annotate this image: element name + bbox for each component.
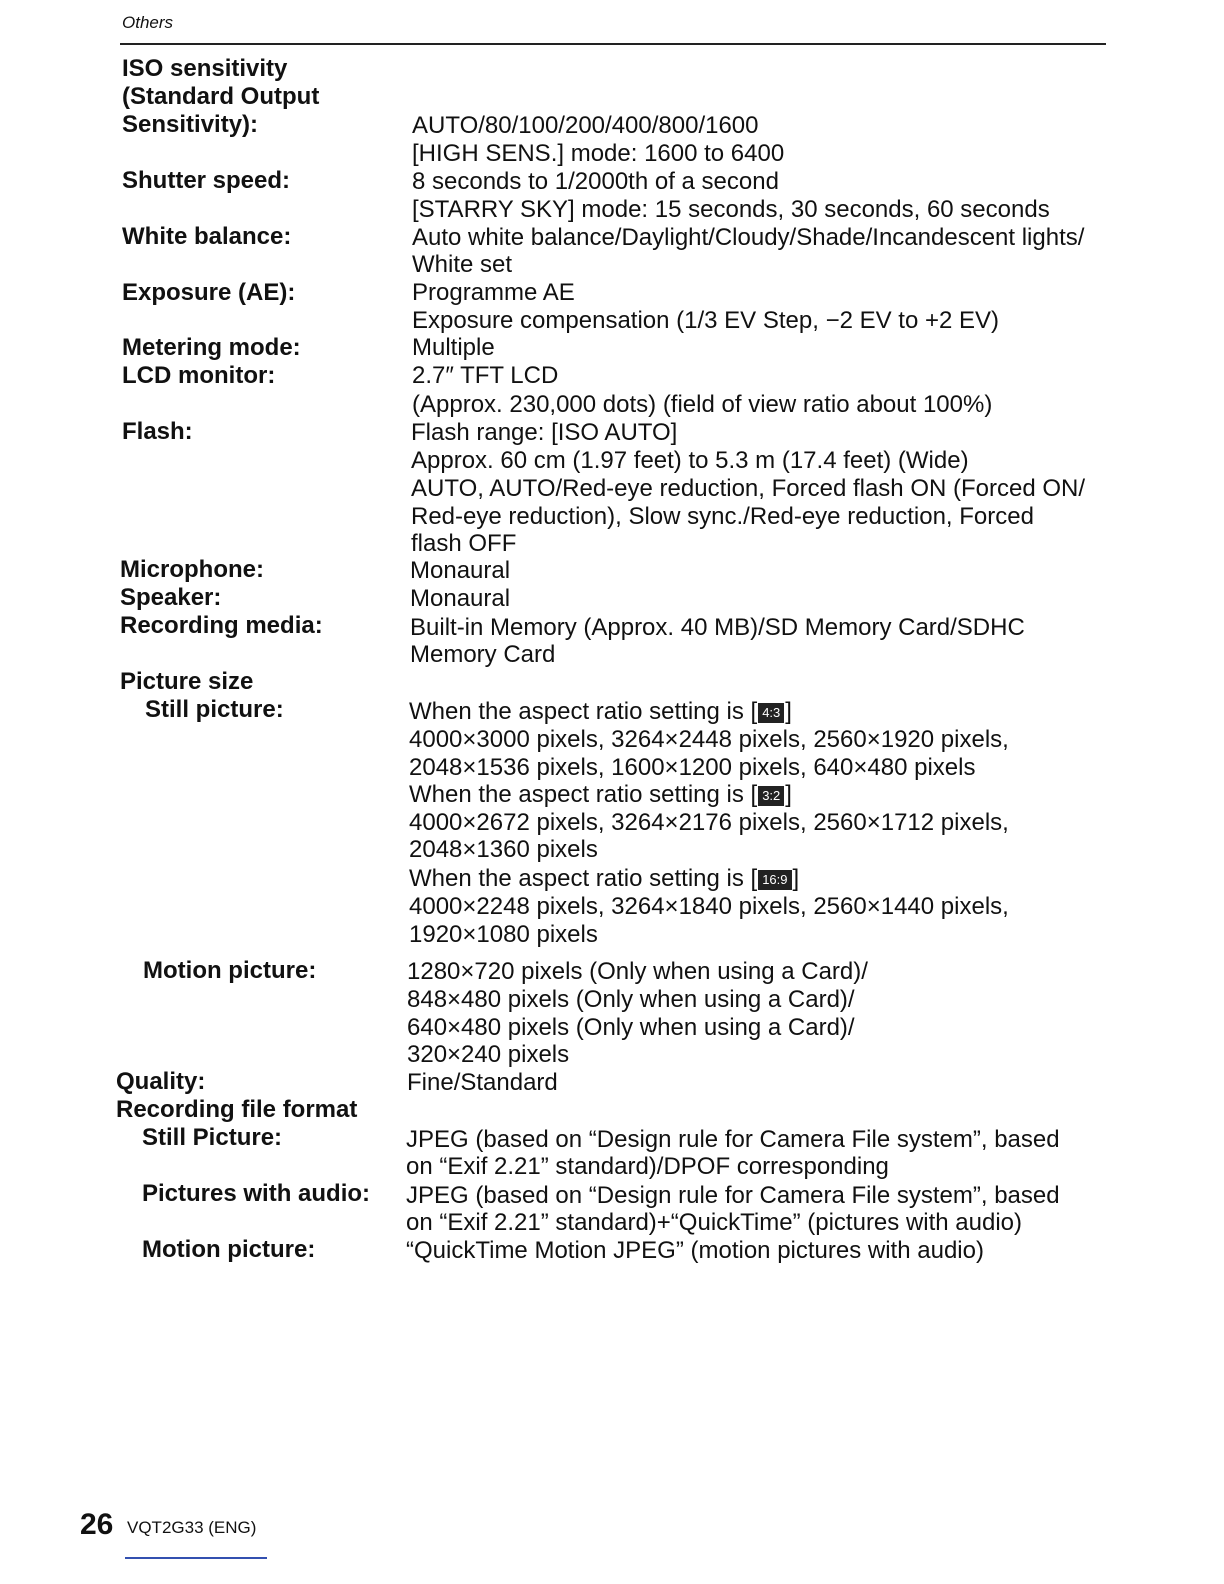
flash-value-3: AUTO, AUTO/Red-eye reduction, Forced flash ON (Forced ON/	[411, 475, 1086, 502]
wb-label: White balance:	[122, 223, 292, 250]
media-label: Recording media:	[120, 612, 323, 639]
motion-size-4: 320×240 pixels	[407, 1041, 570, 1068]
lcd-label: LCD monitor:	[122, 362, 276, 389]
format-motion-1: “QuickTime Motion JPEG” (motion pictures with audio)	[406, 1237, 984, 1264]
flash-value-4: Red-eye reduction), Slow sync./Red-eye reduction, Forced	[411, 503, 1034, 530]
iso-label-1: ISO sensitivity	[122, 55, 288, 82]
footer-rule	[125, 1557, 267, 1559]
flash-label: Flash:	[122, 418, 193, 445]
iso-value-1: AUTO/80/100/200/400/800/1600	[412, 112, 759, 139]
aspect-169-icon: 16:9	[758, 870, 791, 890]
exposure-label: Exposure (AE):	[122, 279, 296, 306]
exposure-value-2: Exposure compensation (1/3 EV Step, −2 EV to +2 EV)	[412, 307, 1000, 334]
sizes-169-2: 1920×1080 pixels	[409, 921, 598, 948]
iso-label-3: Sensitivity):	[122, 111, 259, 138]
shutter-value-2: [STARRY SKY] mode: 15 seconds, 30 seconds, 60 seconds	[412, 196, 1050, 223]
exposure-value-1: Programme AE	[412, 279, 575, 306]
mic-value: Monaural	[410, 557, 511, 584]
lcd-value-1: 2.7″ TFT LCD	[412, 362, 559, 389]
shutter-value-1: 8 seconds to 1/2000th of a second	[412, 168, 779, 195]
motion-size-1: 1280×720 pixels (Only when using a Card)/	[407, 958, 868, 985]
format-label: Recording file format	[116, 1096, 358, 1123]
aspect-32-line: When the aspect ratio setting is [ 3:2 ]	[409, 781, 792, 808]
flash-value-5: flash OFF	[411, 530, 517, 557]
metering-label: Metering mode:	[122, 334, 301, 361]
page-number: 26	[80, 1508, 114, 1541]
aspect-43-icon: 4:3	[758, 703, 784, 723]
quality-label: Quality:	[116, 1068, 206, 1095]
format-audio-label: Pictures with audio:	[142, 1180, 371, 1207]
motion-size-3: 640×480 pixels (Only when using a Card)/	[407, 1014, 855, 1041]
wb-value-1: Auto white balance/Daylight/Cloudy/Shade/Incandescent lights/	[412, 224, 1085, 251]
sizes-43-1: 4000×3000 pixels, 3264×2448 pixels, 2560×1920 pixels,	[409, 726, 1009, 753]
format-still-2: on “Exif 2.21” standard)/DPOF corresponding	[406, 1153, 889, 1180]
format-still-1: JPEG (based on “Design rule for Camera File system”, based	[406, 1126, 1060, 1153]
sizes-32-1: 4000×2672 pixels, 3264×2176 pixels, 2560×1712 pixels,	[409, 809, 1009, 836]
wb-value-2: White set	[412, 251, 513, 278]
picsize-label: Picture size	[120, 668, 254, 695]
sizes-43-2: 2048×1536 pixels, 1600×1200 pixels, 640×480 pixels	[409, 754, 976, 781]
aspect-43-line: When the aspect ratio setting is [ 4:3 ]	[409, 698, 792, 725]
quality-value: Fine/Standard	[407, 1069, 558, 1096]
format-motion-label: Motion picture:	[142, 1236, 316, 1263]
iso-value-2: [HIGH SENS.] mode: 1600 to 6400	[412, 140, 785, 167]
motion-picture-label: Motion picture:	[143, 957, 317, 984]
speaker-label: Speaker:	[120, 584, 222, 611]
format-audio-2: on “Exif 2.21” standard)+“QuickTime” (pictures with audio)	[406, 1209, 1023, 1236]
header-rule	[120, 43, 1106, 45]
motion-size-2: 848×480 pixels (Only when using a Card)/	[407, 986, 855, 1013]
section-header: Others	[122, 13, 174, 32]
aspect-169-line: When the aspect ratio setting is [ 16:9 ]	[409, 865, 800, 892]
format-still-label: Still Picture:	[142, 1124, 283, 1151]
flash-value-1: Flash range: [ISO AUTO]	[411, 419, 678, 446]
iso-label-2: (Standard Output	[122, 83, 320, 110]
still-picture-label: Still picture:	[145, 696, 284, 723]
sizes-169-1: 4000×2248 pixels, 3264×1840 pixels, 2560×1440 pixels,	[409, 893, 1009, 920]
shutter-label: Shutter speed:	[122, 167, 291, 194]
lcd-value-2: (Approx. 230,000 dots) (field of view ratio about 100%)	[412, 391, 993, 418]
media-value-1: Built-in Memory (Approx. 40 MB)/SD Memory Card/SDHC	[410, 614, 1025, 641]
aspect-32-icon: 3:2	[758, 786, 784, 806]
sizes-32-2: 2048×1360 pixels	[409, 836, 598, 863]
flash-value-2: Approx. 60 cm (1.97 feet) to 5.3 m (17.4 feet) (Wide)	[411, 447, 969, 474]
metering-value: Multiple	[412, 334, 495, 361]
doc-code: VQT2G33 (ENG)	[127, 1518, 257, 1537]
media-value-2: Memory Card	[410, 641, 556, 668]
speaker-value: Monaural	[410, 585, 511, 612]
format-audio-1: JPEG (based on “Design rule for Camera File system”, based	[406, 1182, 1060, 1209]
mic-label: Microphone:	[120, 556, 264, 583]
